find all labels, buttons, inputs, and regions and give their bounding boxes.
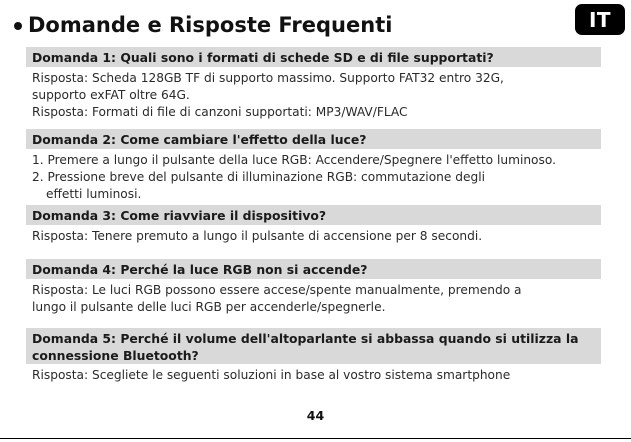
answer-line: Risposta: Scegliete le seguenti soluzioni in base al vostro sistema smartphone — [32, 368, 511, 382]
bottom-divider — [0, 438, 631, 439]
faq-question-3: Domanda 3: Come riavviare il dispositivo? — [26, 205, 601, 225]
answer-line: effetti luminosi. — [46, 187, 142, 201]
page-number: 44 — [306, 408, 325, 423]
faq-question-5 — [26, 328, 601, 364]
faq-answer-4 — [32, 282, 607, 316]
faq-question-1: Domanda 1: Quali sono i formati di schede SD e di file supportati? — [26, 47, 601, 67]
answer-line: lungo il pulsante delle luci RGB per accenderle/spegnerle. — [32, 300, 386, 314]
question-line: connessione Bluetooth? — [32, 348, 199, 363]
page-title-text: Domande e Risposte Frequenti — [28, 13, 393, 37]
answer-line: supporto exFAT oltre 64G. — [32, 88, 190, 102]
faq-answer-5 — [32, 367, 607, 384]
faq-answer-1 — [32, 70, 607, 121]
bullet-icon — [14, 22, 22, 30]
answer-line: 1. Premere a lungo il pulsante della luce RGB: Accendere/Spegnere l'effetto luminoso. — [32, 153, 556, 167]
answer-line: 2. Pressione breve del pulsante di illuminazione RGB: commutazione degli — [32, 170, 485, 184]
page-title — [14, 13, 392, 37]
answer-line: Risposta: Scheda 128GB TF di supporto massimo. Supporto FAT32 entro 32G, — [32, 71, 504, 85]
faq-question-2: Domanda 2: Come cambiare l'effetto della luce? — [26, 129, 601, 149]
answer-line: Risposta: Le luci RGB possono essere accese/spente manualmente, premendo a — [32, 283, 522, 297]
language-badge: IT — [575, 4, 625, 35]
faq-question-4: Domanda 4: Perché la luce RGB non si accende? — [26, 259, 601, 279]
faq-answer-3 — [32, 228, 607, 245]
faq-answer-2 — [32, 152, 607, 203]
answer-line: Risposta: Formati di file di canzoni supportati: MP3/WAV/FLAC — [32, 105, 408, 119]
answer-line: Risposta: Tenere premuto a lungo il pulsante di accensione per 8 secondi. — [32, 229, 483, 243]
question-line: Domanda 5: Perché il volume dell'altoparlante si abbassa quando si utilizza la — [32, 331, 579, 346]
